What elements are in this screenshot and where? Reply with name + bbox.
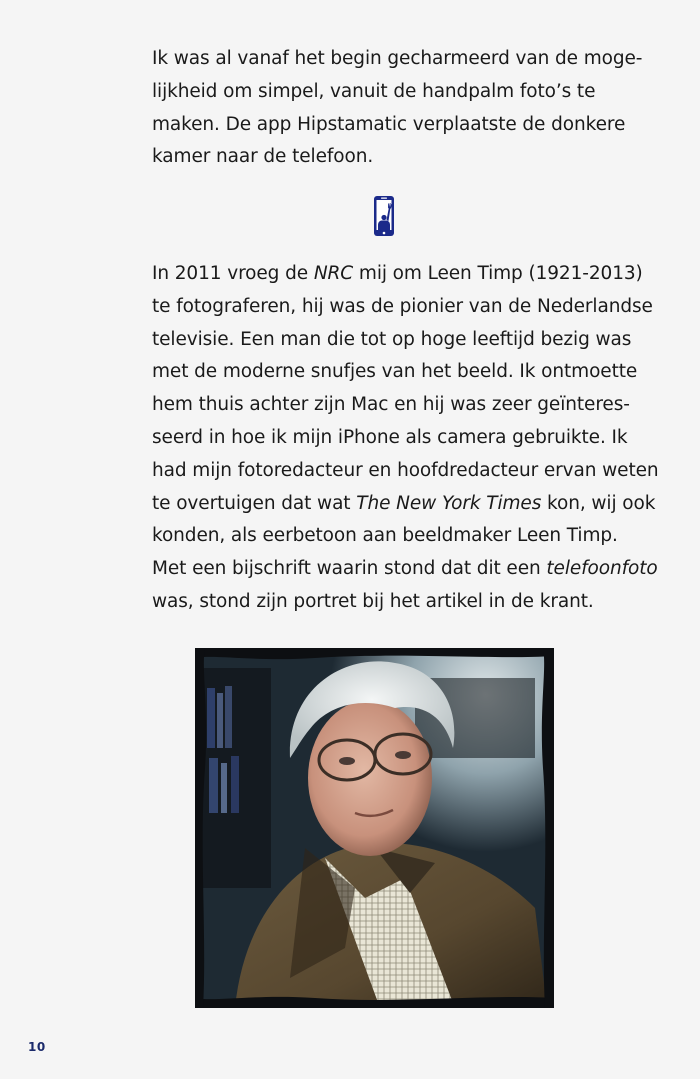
text-line: kamer naar de telefoon. bbox=[152, 146, 374, 168]
emphasis-nyt: The New York Times bbox=[356, 492, 542, 514]
text-line: hem thuis achter zijn Mac en hij was zeer geïnteres- bbox=[152, 394, 630, 416]
text-line: seerd in hoe ik mijn iPhone als camera gebruikte. Ik bbox=[152, 426, 628, 448]
text-line: lijkheid om simpel, vanuit de handpalm foto’s te bbox=[152, 80, 596, 102]
paragraph-intro bbox=[152, 43, 643, 174]
phone-hand-icon bbox=[373, 195, 395, 237]
portrait-photo bbox=[195, 648, 554, 1008]
text-run: kon, wij ook bbox=[541, 492, 656, 514]
text-run: In 2011 vroeg de bbox=[152, 263, 314, 284]
text-line bbox=[152, 553, 658, 586]
text-run: te overtuigen dat wat bbox=[152, 492, 357, 514]
text-run: Met een bijschrift waarin stond dat dit een bbox=[152, 558, 547, 580]
text-line: Ik was al vanaf het begin gecharmeerd van de moge- bbox=[152, 48, 643, 69]
paragraph-leen-timp bbox=[152, 258, 659, 619]
text-line: maken. De app Hipstamatic verplaatste de donkere bbox=[152, 113, 626, 135]
page-number: 10 bbox=[28, 1040, 46, 1054]
text-line: televisie. Een man die tot op hoge leeftijd bezig was bbox=[152, 328, 632, 350]
text-line: te fotograferen, hij was de pionier van de Nederlandse bbox=[152, 295, 653, 317]
emphasis-nrc: NRC bbox=[313, 263, 354, 284]
text-line: was, stond zijn portret bij het artikel in de krant. bbox=[152, 590, 594, 612]
text-line: met de moderne snufjes van het beeld. Ik ontmoette bbox=[152, 361, 638, 383]
text-run: mij om Leen Timp (1921-2013) bbox=[353, 263, 643, 284]
emphasis-telefoonfoto: telefoonfoto bbox=[546, 558, 658, 580]
text-line bbox=[152, 488, 656, 521]
text-line: konden, als eerbetoon aan beeldmaker Leen Timp. bbox=[152, 525, 618, 547]
text-line: had mijn fotoredacteur en hoofdredacteur ervan weten bbox=[152, 459, 659, 481]
text-line bbox=[152, 258, 643, 291]
